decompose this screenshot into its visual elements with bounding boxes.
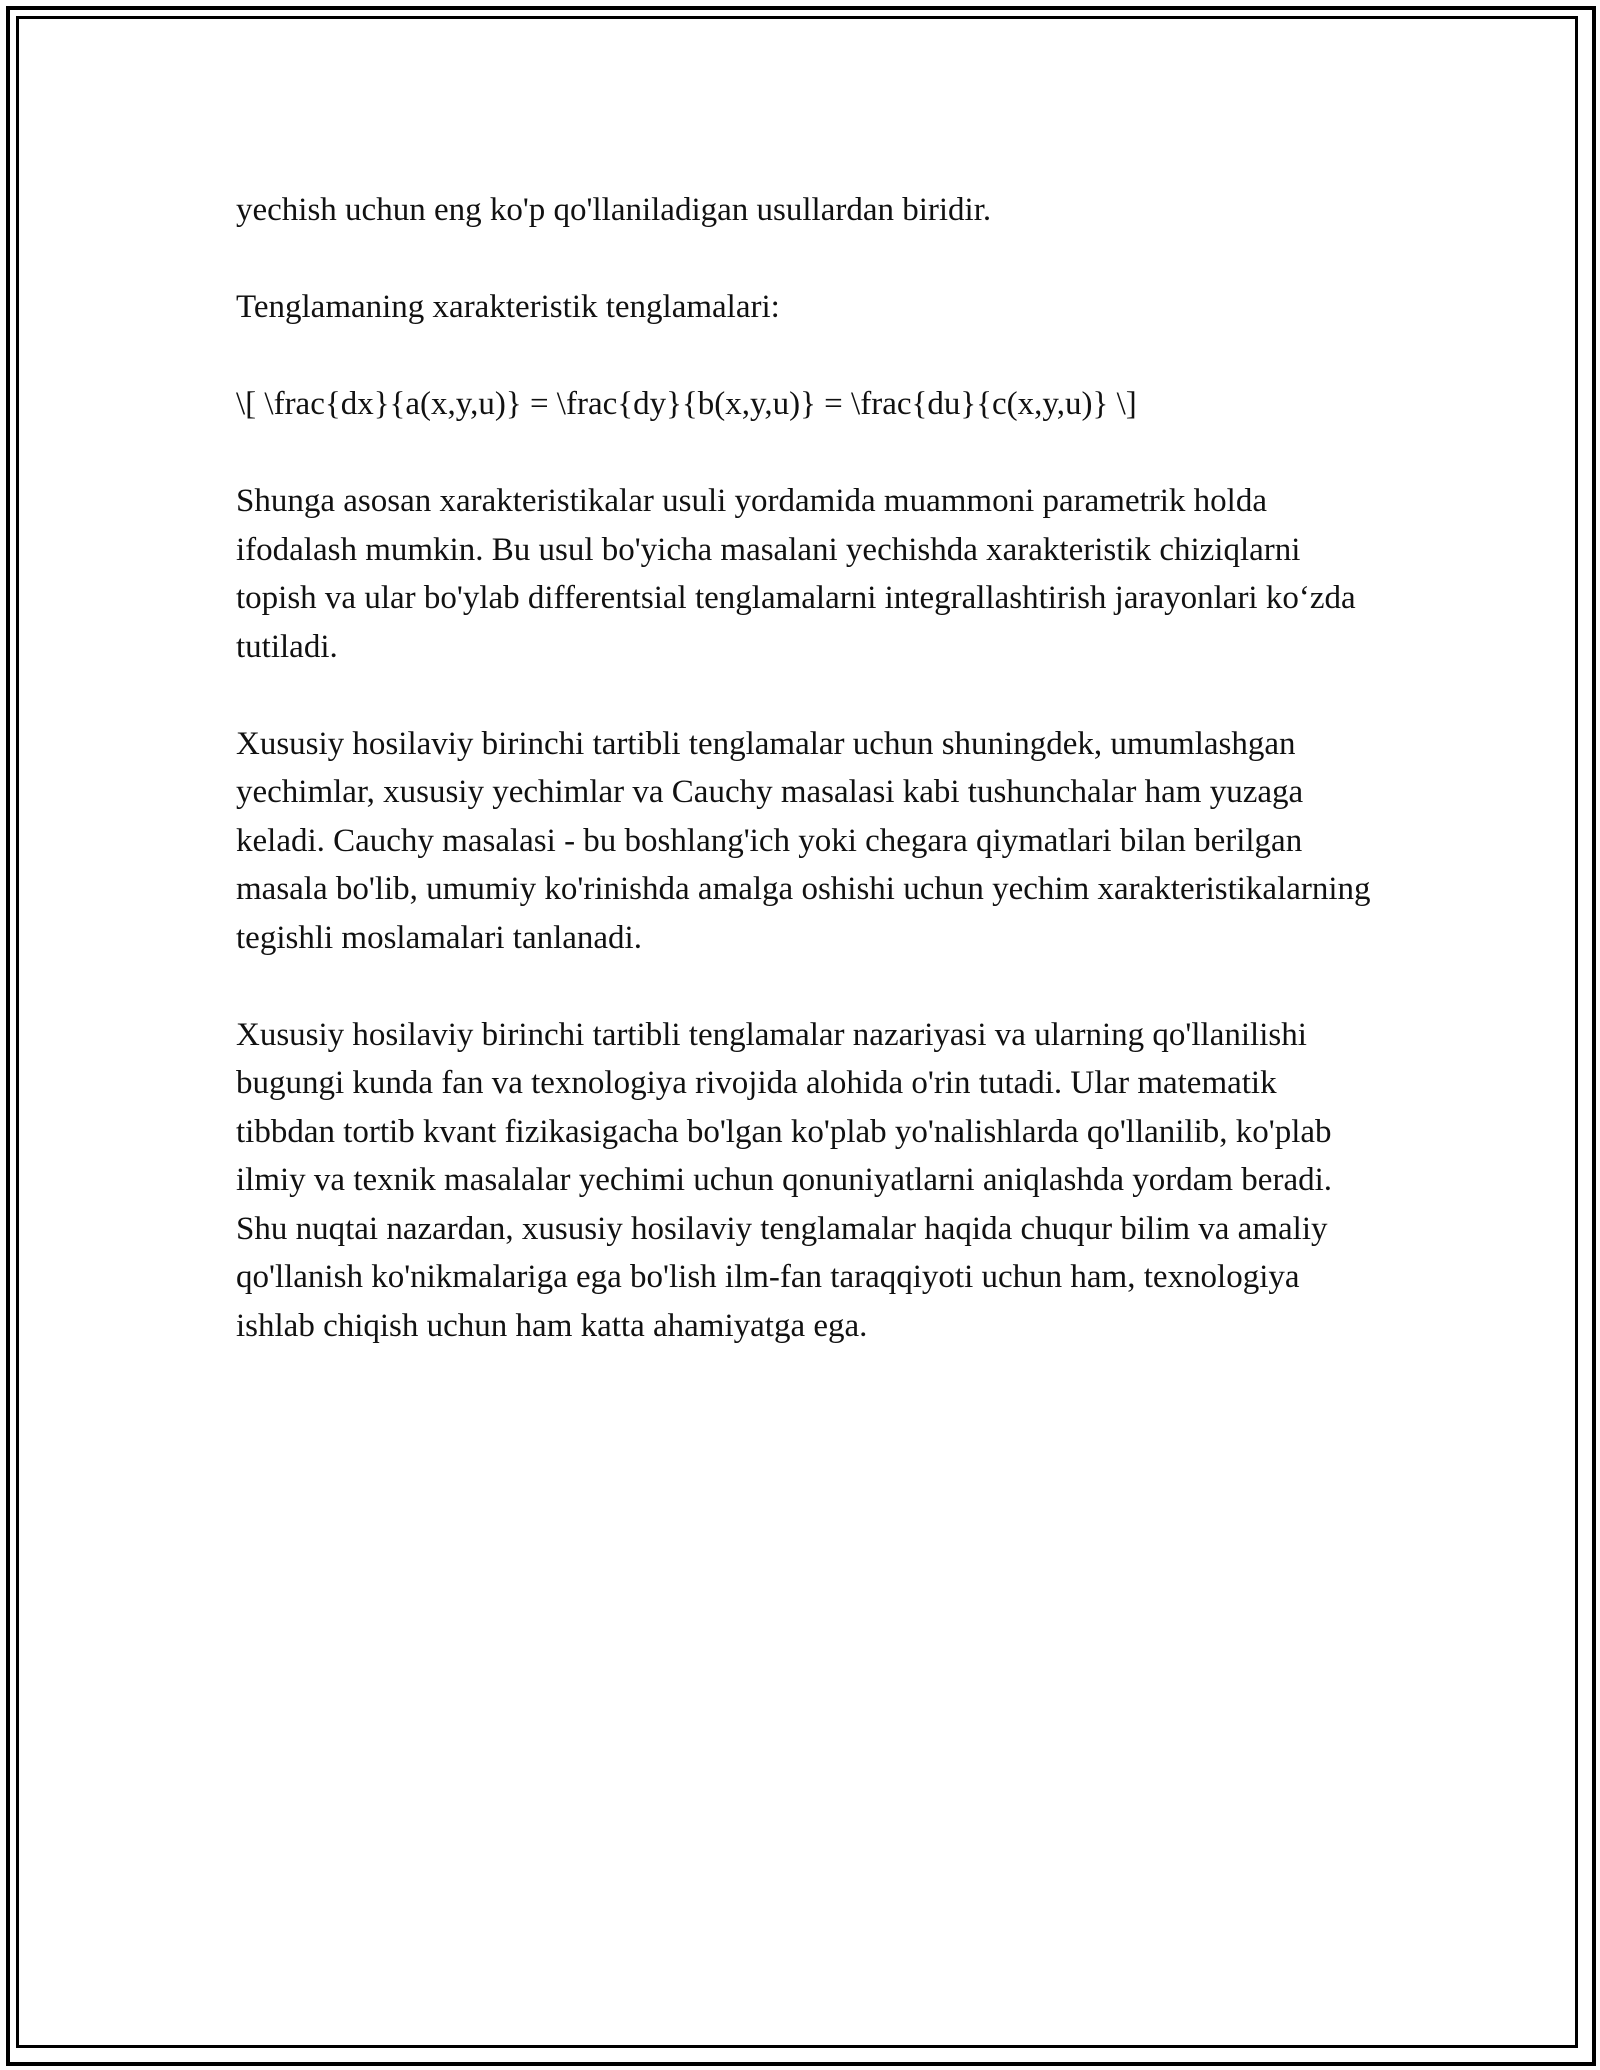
paragraph-equations-heading: Tenglamaning xarakteristik tenglamalari: — [236, 289, 780, 325]
paragraph-equation-latex: \[ \frac{dx}{a(x,y,u)} = \frac{dy}{b(x,y,u)} = \frac{du}{c(x,y,u)} \] — [236, 386, 1137, 422]
paragraph-applications: Xususiy hosilaviy birinchi tartibli tenglamalar nazariyasi va ularning qo'llanilishi bugungi kunda fan va texnologiya rivojida alohida o'rin tutadi. Ular matematik tibbdan tortib kvant fizikasigacha bo'lgan ko'plab yo'nalishlarda qo'llanilib, ko'plab ilmiy va texnik masalalar yechimi uchun qonuniyatlarni aniqlashda yordam beradi. Shu nuqtai nazardan, xususiy hosilaviy tenglamalar haqida chuqur bilim va amaliy qo'llanish ko'nikmalariga ega bo'lish ilm-fan taraqqiyoti uchun ham, texnologiya ishlab chiqish uchun ham katta ahamiyatga ega. — [236, 1016, 1333, 1344]
document-body — [236, 186, 1376, 1399]
paragraph-characteristics-method: Shunga asosan xarakteristikalar usuli yordamida muammoni parametrik holda ifodalash mumkin. Bu usul bo'yicha masalani yechishda xarakteristik chiziqlarni topish va ular bo'ylab differentsial tenglamalarni integrallashtirish jarayonlari ko‘zda tutiladi. — [236, 483, 1356, 665]
paragraph-cauchy-problem: Xususiy hosilaviy birinchi tartibli tenglamalar uchun shuningdek, umumlashgan yechimlar, xususiy yechimlar va Cauchy masalasi kabi tushunchalar ham yuzaga keladi. Cauchy masalasi - bu boshlang'ich yoki chegara qiymatlari bilan berilgan masala bo'lib, umumiy ko'rinishda amalga oshishi uchun yechim xarakteristikalarning tegishli moslamalari tanlanadi. — [236, 725, 1371, 956]
paragraph-continuation: yechish uchun eng ko'p qo'llaniladigan usullardan biridir. — [236, 192, 992, 228]
